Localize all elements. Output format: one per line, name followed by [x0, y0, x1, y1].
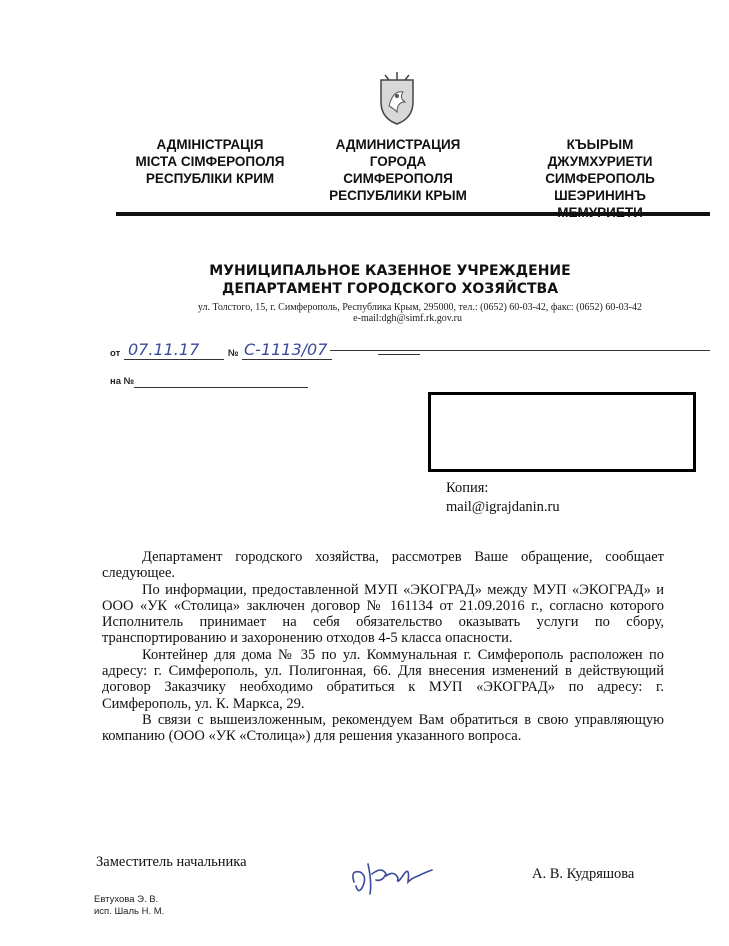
re-row	[108, 374, 318, 392]
body-paragraph-2: По информации, предоставленной МУП «ЭКОГРАД» между МУП «ЭКОГРАД» и ООО «УК «Столица» заключен договор № 161134 от 21.09.2016 г., согласно которого Исполнитель принимает на себя обязательство оказывать услуги по сбору, транспортированию и захоронению отходов 4-5 класса опасности.	[102, 581, 664, 647]
body-paragraph-4: В связи с вышеизложенным, рекомендуем Вам обратиться в свою управляющую компанию (ООО «УК «Столица») для решения указанного вопроса.	[102, 711, 664, 745]
date-underline	[124, 359, 224, 360]
footer-executor: исп. Шаль Н. М.	[94, 906, 165, 917]
header-divider	[116, 212, 710, 216]
department-line2: ДЕПАРТАМЕНТ ГОРОДСКОГО ХОЗЯЙСТВА	[221, 281, 559, 297]
header-center-line: АДМИНИСТРАЦИЯ	[335, 137, 461, 152]
header-right	[510, 136, 690, 221]
number-underline	[242, 359, 332, 360]
number-underline-ext	[378, 354, 420, 355]
header-left-line: МІСТА СІМФЕРОПОЛЯ	[135, 154, 285, 169]
copy-block	[446, 480, 706, 515]
from-label: от	[110, 348, 121, 359]
number-label: №	[228, 348, 239, 359]
department-address	[142, 302, 642, 324]
registration-date: 07.11.17	[128, 340, 200, 359]
registration-number: С-1113/07	[244, 340, 328, 359]
header-left	[112, 136, 308, 187]
copy-label: Копия:	[446, 480, 489, 496]
address-line1: ул. Толстого, 15, г. Симферополь, Республика Крым, 295000, тел.: (0652) 60-03-42, факс: (0652) 60-03-42	[197, 302, 642, 313]
address-email: e-mail:dgh@simf.rk.gov.ru	[353, 313, 462, 324]
header-right-line: СИМФЕРОПОЛЬ	[545, 171, 655, 186]
re-label: на №	[110, 376, 135, 387]
department-title	[150, 262, 630, 298]
re-underline	[134, 387, 308, 388]
header-center-line: СИМФЕРОПОЛЯ	[343, 171, 453, 186]
body-paragraph-3: Контейнер для дома № 35 по ул. Коммунальная г. Симферополь расположен по адресу: г. Симферополь, ул. Полигонная, 66. Для внесения изменений в действующий договор Заказчику необходимо обратиться к МУП «ЭКОГРАД» по адресу: г. Симферополь, ул. К. Маркса, 29.	[102, 646, 664, 712]
body-paragraph-1: Департамент городского хозяйства, рассмотрев Ваше обращение, сообщает следующее.	[102, 549, 664, 582]
header-center-line: РЕСПУБЛИКИ КРЫМ	[329, 188, 467, 203]
coat-of-arms-icon	[375, 72, 419, 126]
signer-name: А. В. Кудряшова	[532, 866, 635, 882]
footer-author: Евтухова Э. В.	[94, 894, 159, 905]
letter-body	[102, 549, 664, 745]
handwritten-signature	[346, 852, 436, 898]
header-right-line: КЪЫРЫМ	[566, 137, 634, 152]
department-line1: МУНИЦИПАЛЬНОЕ КАЗЕННОЕ УЧРЕЖДЕНИЕ	[209, 263, 571, 279]
signer-position: Заместитель начальника	[96, 854, 247, 870]
header-center	[310, 136, 486, 204]
header-center-line: ГОРОДА	[369, 154, 427, 169]
header-right-line: ДЖУМХУРИЕТИ	[547, 154, 653, 169]
registration-row	[108, 338, 438, 364]
header-right-line: ШЕЭРИНИНЪ	[554, 188, 646, 203]
header-left-line: РЕСПУБЛІКИ КРИМ	[145, 171, 275, 186]
copy-email: mail@igrajdanin.ru	[446, 499, 560, 515]
header-left-line: АДМІНІСТРАЦІЯ	[156, 137, 264, 152]
redacted-addressee	[428, 392, 696, 472]
